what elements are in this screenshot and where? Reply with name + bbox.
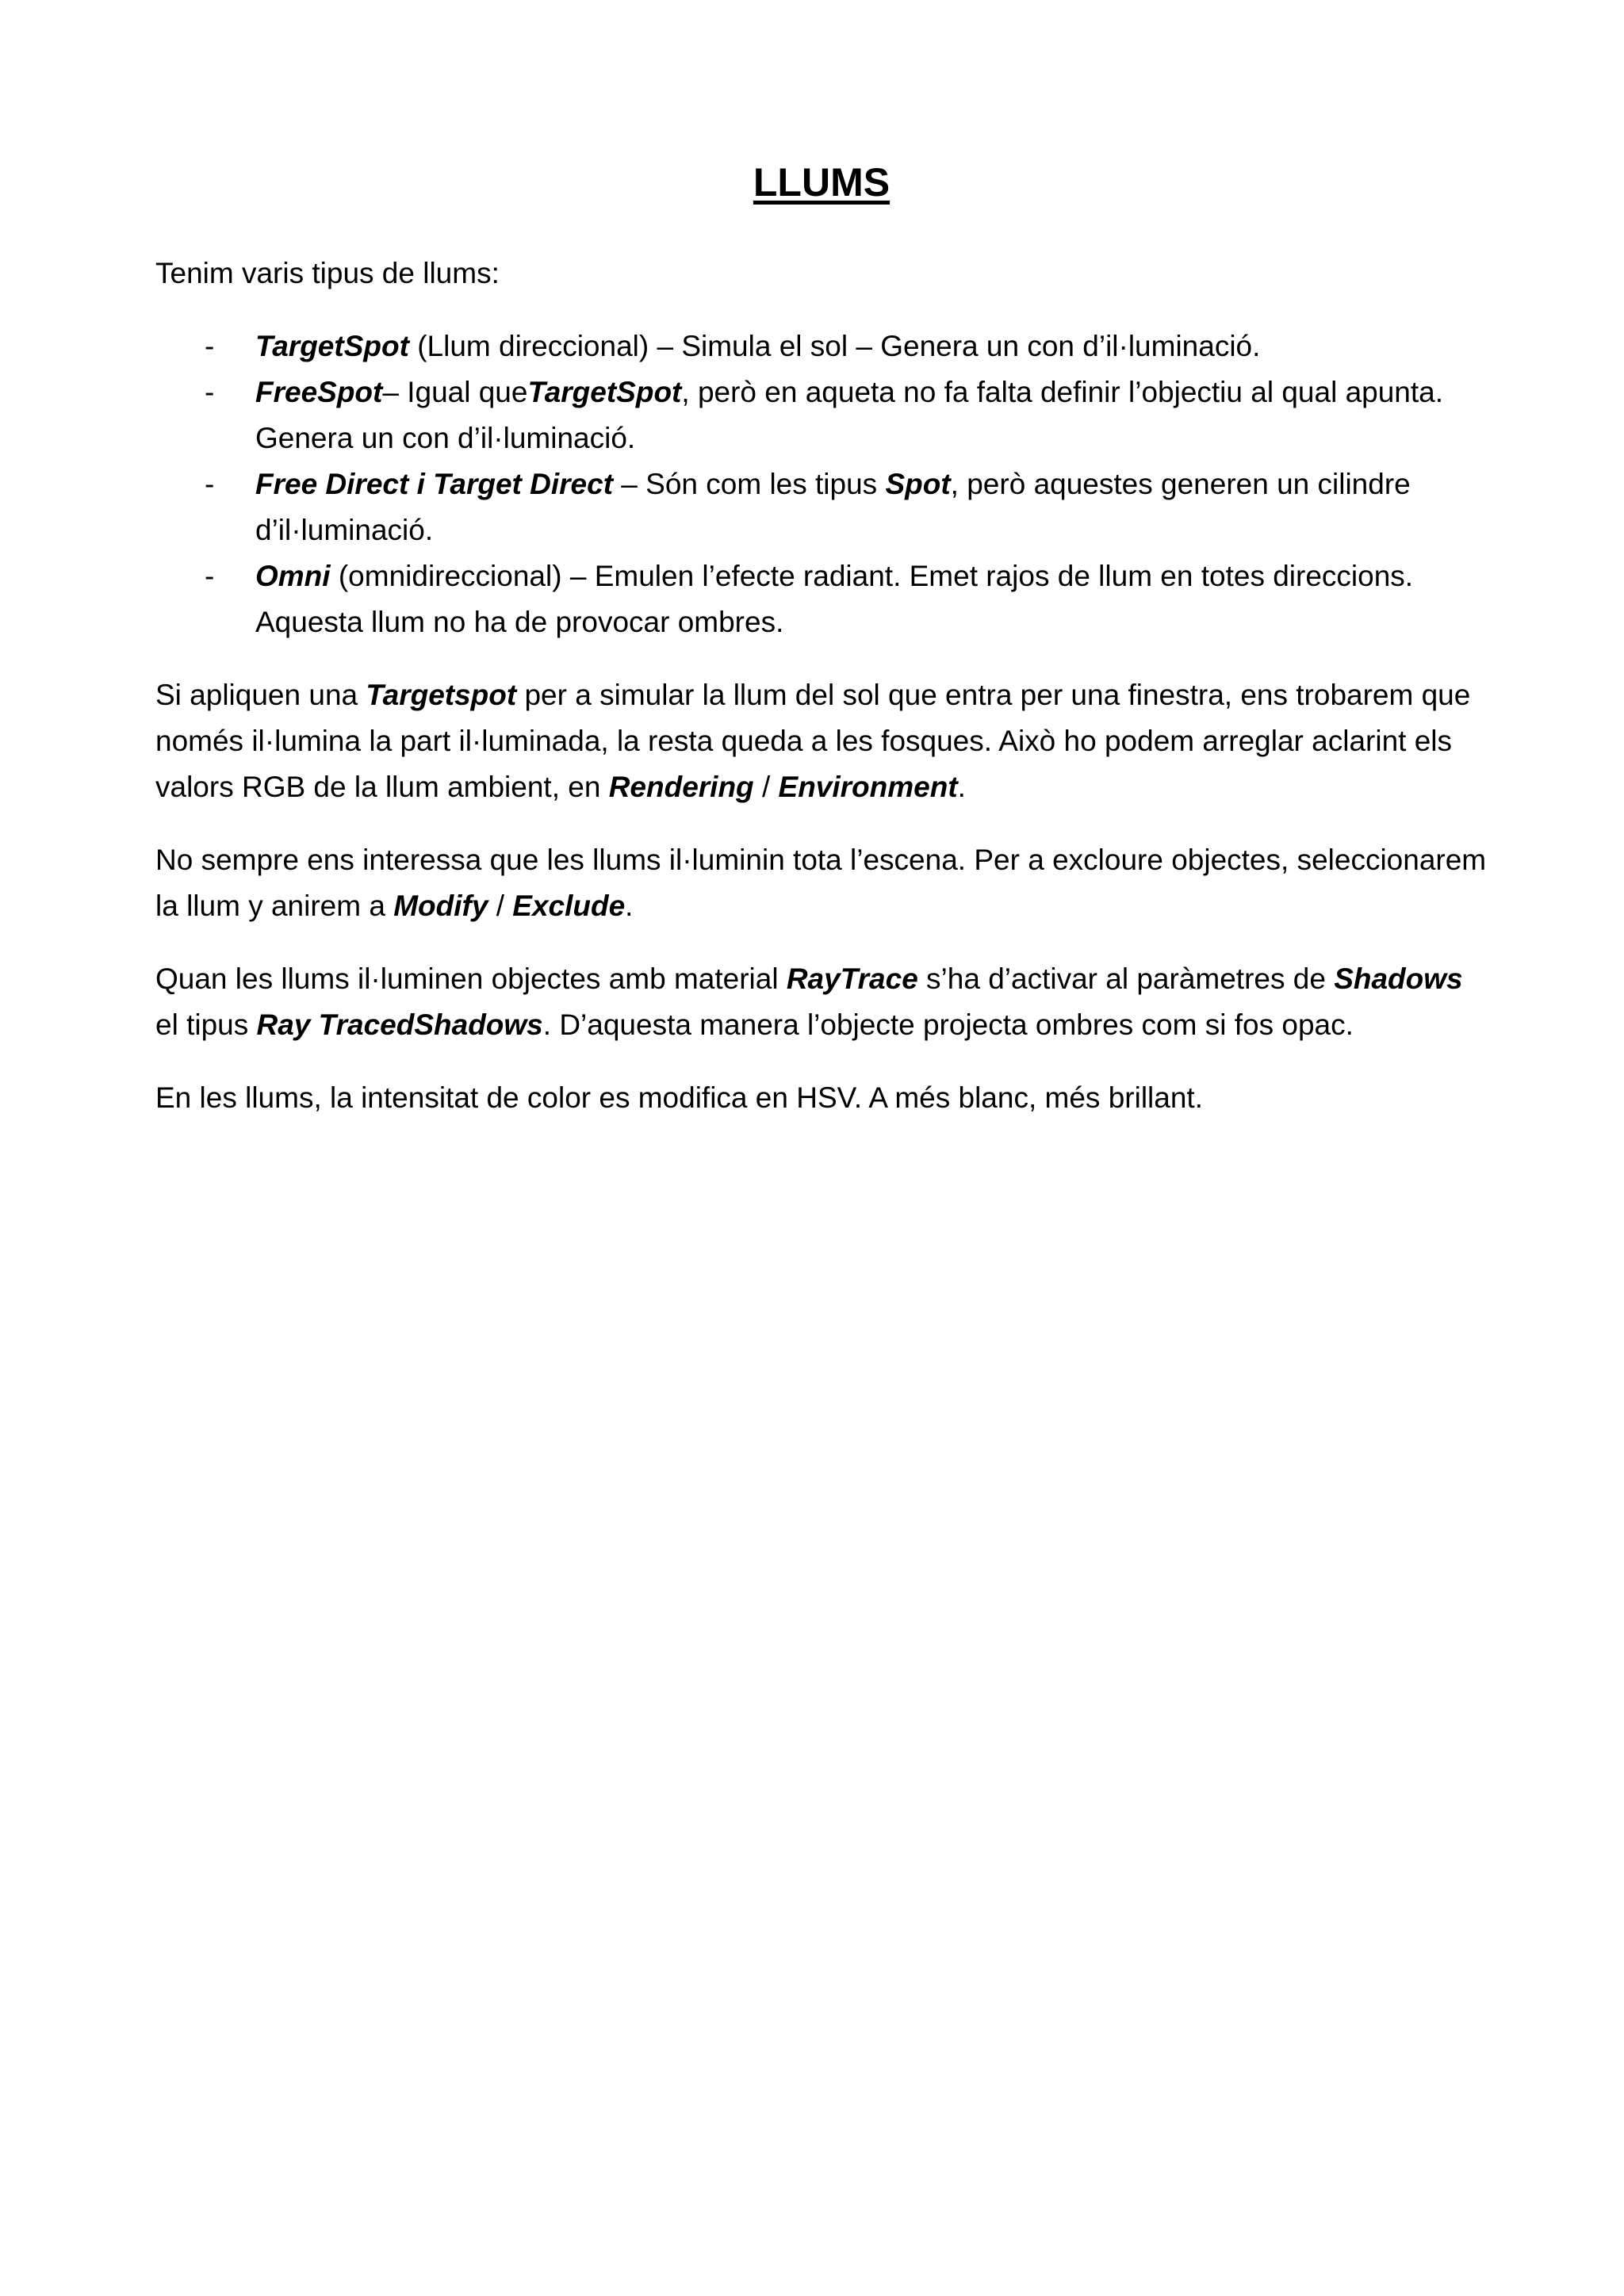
page-title: LLUMS bbox=[753, 160, 891, 205]
intro-text: Tenim varis tipus de llums: bbox=[155, 257, 500, 289]
paragraph bbox=[155, 837, 1488, 929]
text-run: / bbox=[488, 890, 513, 922]
paragraph bbox=[155, 672, 1488, 810]
text-run: . bbox=[957, 771, 966, 803]
emphasis-term: Rendering bbox=[608, 771, 754, 803]
list-bullet: - bbox=[205, 330, 215, 362]
emphasis-term: Shadows bbox=[1334, 962, 1463, 995]
text-run: el tipus bbox=[155, 1008, 257, 1041]
list-item bbox=[155, 553, 1488, 645]
text-run: . bbox=[625, 890, 634, 922]
list-bullet: - bbox=[205, 560, 215, 592]
text-run: / bbox=[753, 771, 779, 803]
text-run: Quan les llums il·luminen objectes amb material bbox=[155, 962, 787, 995]
list-bullet: - bbox=[205, 376, 215, 408]
text-run: No sempre ens interessa que les llums il·luminin tota l’escena. Per a excloure objectes, seleccionarem la llum y anirem a bbox=[155, 844, 1487, 922]
list-bullet: - bbox=[205, 468, 215, 500]
text-run: En les llums, la intensitat de color es modifica en HSV. A més blanc, més brillant. bbox=[155, 1081, 1203, 1114]
paragraph bbox=[155, 956, 1488, 1048]
emphasis-term: Free Direct i Target Direct bbox=[255, 468, 614, 500]
text-run: , però aquestes generen un cilindre d’il·luminació. bbox=[255, 468, 1411, 546]
text-run: Si apliquen una bbox=[155, 679, 366, 711]
list-item bbox=[155, 323, 1488, 369]
text-run: – Són com les tipus bbox=[613, 468, 886, 500]
document-content bbox=[155, 159, 1488, 1148]
text-run: s’ha d’activar al paràmetres de bbox=[917, 962, 1335, 995]
emphasis-term: RayTrace bbox=[786, 962, 918, 995]
emphasis-term: Modify bbox=[393, 890, 488, 922]
emphasis-term: Targetspot bbox=[366, 679, 517, 711]
text-run: , però en aqueta no fa falta definir l’objectiu al qual apunta. Genera un con d’il·luminació. bbox=[255, 376, 1444, 454]
emphasis-term: FreeSpot bbox=[255, 376, 383, 408]
light-types-list bbox=[155, 323, 1488, 645]
text-run: per a simular la llum del sol que entra per una finestra, ens trobarem que només il·lumina la part il·luminada, la resta queda a les fosques. Això ho podem arreglar aclarint els valors RGB de la llum ambient, en bbox=[155, 679, 1471, 803]
text-run: (omnidireccional) – Emulen l’efecte radiant. Emet rajos de llum en totes direccions. Aquesta llum no ha de provocar ombres. bbox=[255, 560, 1414, 638]
emphasis-term: Exclude bbox=[512, 890, 626, 922]
text-run: – Igual que bbox=[382, 376, 528, 408]
emphasis-term: Environment bbox=[778, 771, 958, 803]
emphasis-term: Omni bbox=[255, 560, 331, 592]
emphasis-term: TargetSpot bbox=[527, 376, 682, 408]
emphasis-term: Ray TracedShadows bbox=[256, 1008, 543, 1041]
body-paragraphs bbox=[155, 672, 1488, 1121]
text-run: (Llum direccional) – Simula el sol – Genera un con d’il·luminació. bbox=[408, 330, 1261, 362]
list-item bbox=[155, 369, 1488, 461]
emphasis-term: TargetSpot bbox=[255, 330, 409, 362]
list-item bbox=[155, 461, 1488, 553]
text-run: . D’aquesta manera l’objecte projecta ombres com si fos opac. bbox=[542, 1008, 1354, 1041]
emphasis-term: Spot bbox=[885, 468, 951, 500]
paragraph bbox=[155, 1075, 1488, 1121]
